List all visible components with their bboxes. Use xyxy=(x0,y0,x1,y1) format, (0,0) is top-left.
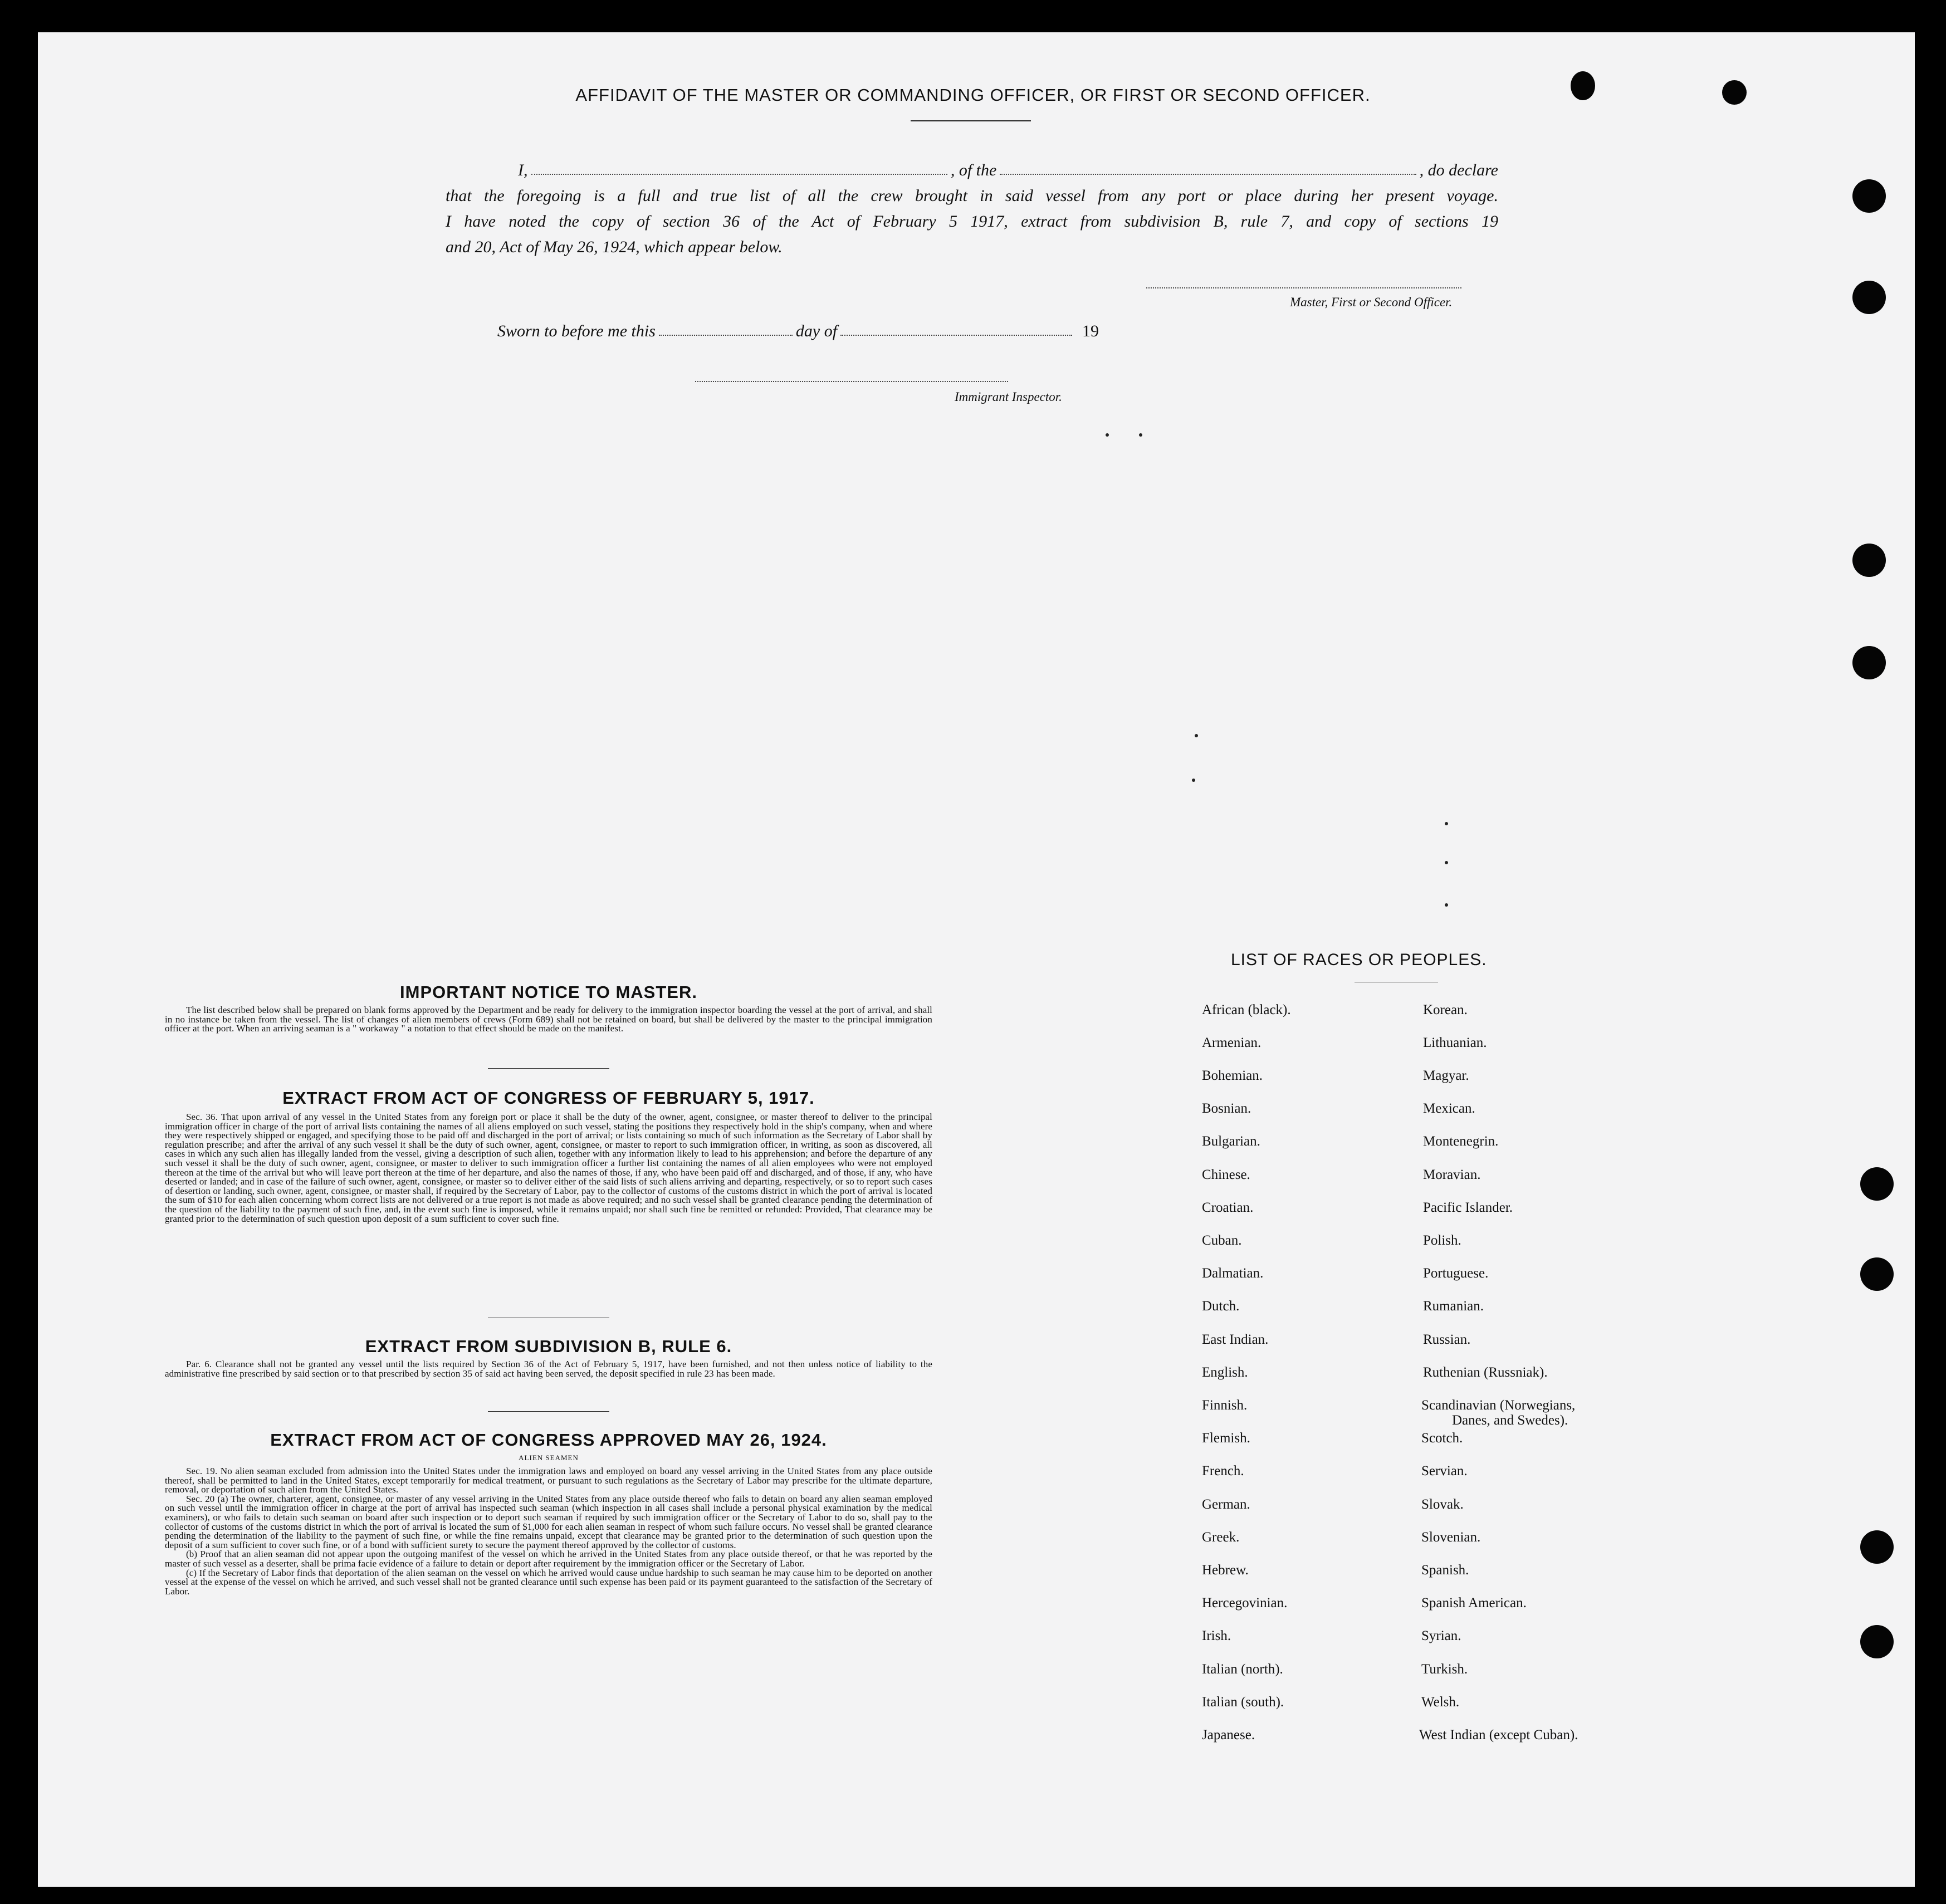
race-item: Scotch. xyxy=(1421,1431,1463,1446)
race-item: Russian. xyxy=(1423,1332,1471,1347)
scan-speck xyxy=(1445,903,1448,907)
declarant-mid: , of the xyxy=(950,161,997,179)
race-item: Chinese. xyxy=(1202,1167,1250,1182)
race-item: Hebrew. xyxy=(1202,1563,1249,1578)
race-item: West Indian (except Cuban). xyxy=(1419,1727,1578,1743)
punch-hole xyxy=(1852,179,1886,213)
race-item: Hercegovinian. xyxy=(1202,1595,1288,1611)
declarant-end: , do declare xyxy=(1419,161,1498,179)
officer-signature-label: Master, First or Second Officer. xyxy=(1290,295,1453,309)
race-item: Mexican. xyxy=(1423,1101,1475,1116)
extract-1917-section xyxy=(165,1088,932,1223)
divider xyxy=(488,1411,609,1412)
punch-hole xyxy=(1860,1257,1894,1291)
extract-1924-section xyxy=(165,1430,932,1596)
alien-seamen-subhead: ALIEN SEAMEN xyxy=(519,1453,579,1462)
race-item: Spanish. xyxy=(1421,1563,1469,1578)
affidavit-line2: that the foregoing is a full and true list of all the crew brought in said vessel from any port or place during her present voyage. xyxy=(446,187,1498,205)
race-item: Moravian. xyxy=(1423,1167,1481,1182)
affidavit-line4: and 20, Act of May 26, 1924, which appear below. xyxy=(446,238,783,256)
scan-speck xyxy=(1195,734,1198,737)
notice-body xyxy=(165,1006,932,1034)
race-item: Greek. xyxy=(1202,1530,1240,1545)
sec-20c-text: (c) If the Secretary of Labor finds that deportation of the alien seaman on the vessel on which he arrived would cause undue hardship to such seaman he may cause him to be deported on another vessel at the expense of the vessel on which he arrived, and such vessel shall not be granted clearance until such expense has been paid or its payment guaranteed to the satisfaction of the Secretary of Labor. xyxy=(165,1567,932,1597)
vessel-name-blank[interactable] xyxy=(1000,166,1416,175)
section-36-text: Sec. 36. That upon arrival of any vessel in the United States from any foreign port or place it shall be the duty of the owner, agent, consignee, or master thereof to deliver to the principal immigration officer in charge of the port of arrival lists containing the names of all aliens employed on such vessel, stating the positions they respectively hold in the ship's company, when and where they were respectively shipped or engaged, and specifying those to be paid off and discharged in the port of arrival; or lists containing so much of such information as the Secretary of Labor shall by regulation prescribe; and after the arrival of any such vessel it shall be the duty of such owner, agent, consignee, or master to report to such immigration officer, in writing, as soon as discovered, all cases in which any such alien has illegally landed from the vessel, giving a description of such alien, together with any information likely to lead to his apprehension; and before the departure of any such vessel it shall be the duty of such owner, agent, consignee, or master to deliver to such immigration officer a further list containing the names of all alien employees who were not employed thereon at the time of the arrival but who will leave port thereon at the time of her departure, and also the names of those, if any, who have been paid off and discharged, and of those, if any, who have deserted or landed; and in case of the failure of such owner, agent, consignee, or master so to deliver either of the said lists of such aliens arriving and departing, respectively, or so to report such cases of desertion or landing, such owner, agent, consignee, or master shall, if required by the Secretary of Labor, pay to the collector of customs of the customs district in which the port of arrival is located the sum of $10 for each alien concerning whom correct lists are not delivered or a true report is not made as above required; and no such vessel shall be granted clearance pending the determination of the question of the liability to the payment of such fine, and, in the event such fine is imposed, while it remains unpaid; nor shall such fine be remitted or refunded: Provided, That clearance may be granted prior to the determination of such question upon deposit of a sum sufficient to cover such fine. xyxy=(165,1112,932,1224)
race-item-continuation: Danes, and Swedes). xyxy=(1452,1413,1568,1428)
declarant-lead: I, xyxy=(518,161,528,179)
officer-signature-line[interactable] xyxy=(1146,287,1461,288)
scan-speck xyxy=(1106,433,1109,437)
race-item: Spanish American. xyxy=(1421,1595,1527,1611)
races-title: LIST OF RACES OR PEOPLES. xyxy=(1231,951,1487,969)
rule6-body xyxy=(165,1360,932,1378)
race-item: Rumanian. xyxy=(1423,1299,1484,1314)
race-item: Cuban. xyxy=(1202,1233,1242,1248)
sworn-lead: Sworn to before me this xyxy=(497,322,656,340)
race-item: African (black). xyxy=(1202,1002,1291,1017)
race-item: Ruthenian (Russniak). xyxy=(1423,1365,1548,1380)
punch-hole xyxy=(1852,544,1886,577)
declarant-name-blank[interactable] xyxy=(531,166,947,175)
race-item: Montenegrin. xyxy=(1423,1134,1499,1149)
race-item: Flemish. xyxy=(1202,1431,1250,1446)
scan-speck xyxy=(1192,779,1195,782)
race-item: Bohemian. xyxy=(1202,1068,1263,1083)
rule6-section xyxy=(165,1337,932,1378)
punch-hole xyxy=(1852,646,1886,679)
sworn-line xyxy=(497,322,1099,341)
sec-20b-text: (b) Proof that an alien seaman did not appear upon the outgoing manifest of the vessel on which he arrived in the United States from any place outside thereof, or that he was reported by the master of such vessel as a deserter, shall be prima facie evidence of a failure to detain or deport after requirement by the immigration officer or the Secretary of Labor. xyxy=(165,1549,932,1569)
race-item: Servian. xyxy=(1421,1464,1468,1479)
race-item: East Indian. xyxy=(1202,1332,1269,1347)
sworn-day-blank[interactable] xyxy=(659,327,793,336)
race-item: Armenian. xyxy=(1202,1035,1262,1050)
punch-hole xyxy=(1852,281,1886,314)
sec-19-text: Sec. 19. No alien seaman excluded from admission into the United States under the immigration laws and employed on board any vessel arriving in the United States from any place outside thereof, shall be permitted to land in the United States, except temporarily for medical treatment, or pursuant to such regulations as the Secretary of Labor may prescribe for the ultimate departure, removal, or deportation of such alien from the United States. xyxy=(165,1466,932,1495)
race-item: Welsh. xyxy=(1421,1695,1460,1710)
race-item: English. xyxy=(1202,1365,1248,1380)
scan-speck xyxy=(1139,433,1142,437)
declarant-line xyxy=(446,158,1498,183)
rule6-title: EXTRACT FROM SUBDIVISION B, RULE 6. xyxy=(365,1337,732,1356)
affidavit-line3: I have noted the copy of section 36 of the Act of February 5 1917, extract from subdivision B, rule 7, and copy of sections 19 xyxy=(446,212,1498,231)
race-item: Korean. xyxy=(1423,1002,1468,1017)
race-item: Bosnian. xyxy=(1202,1101,1251,1116)
extract-1924-title: EXTRACT FROM ACT OF CONGRESS APPROVED MAY 26, 1924. xyxy=(270,1430,827,1450)
punch-hole xyxy=(1860,1625,1894,1658)
race-item: Portuguese. xyxy=(1423,1266,1489,1281)
race-item: Italian (north). xyxy=(1202,1662,1283,1677)
divider xyxy=(488,1068,609,1069)
sec-20a-text: Sec. 20 (a) The owner, charterer, agent, consignee, or master of any vessel arriving in the United States from any place outside thereof who fails to detain on board any alien seaman employed on such vessel until the immigration officer in charge at the port of arrival has inspected such seaman (which inspection in all cases shall include a personal physical examination by the medical examiners), or who fails to detain such seaman on board after such inspection or to deport such seaman if required by such immigration officer or the Secretary of Labor to do so, shall pay to the collector of customs of the customs district in which the port of arrival is located the sum of $1,000 for each alien seaman in respect of whom such failure occurs. No vessel shall be granted clearance pending the determination of the liability to the payment of such fine, or while the fine remains unpaid, except that clearance may be granted prior to the determination of such question upon the deposit of a sum sufficient to cover such fine, or of a bond with sufficient surety to secure the payment thereof approved by the collector of customs. xyxy=(165,1493,932,1550)
race-item: Dutch. xyxy=(1202,1299,1240,1314)
punch-hole xyxy=(1860,1167,1894,1201)
notice-title: IMPORTANT NOTICE TO MASTER. xyxy=(400,982,697,1002)
race-item: German. xyxy=(1202,1497,1250,1512)
notice-text: The list described below shall be prepared on blank forms approved by the Department and be ready for delivery to the immigration inspector boarding the vessel at the port of arrival, and shall in no instance be taken from the vessel. The list of changes of alien members of crews (Form 689) shall not be retained on board, but shall be delivered by the master to the principal immigration officer at the port. When an arriving seaman is a " workaway " a notation to that effect should be made on the manifest. xyxy=(165,1005,932,1034)
race-item: Bulgarian. xyxy=(1202,1134,1260,1149)
race-item: Japanese. xyxy=(1202,1727,1255,1743)
race-item: Turkish. xyxy=(1421,1662,1468,1677)
race-item: Dalmatian. xyxy=(1202,1266,1264,1281)
inspector-label: Immigrant Inspector. xyxy=(955,390,1062,404)
inspector-signature-line[interactable] xyxy=(695,381,1008,382)
extract-1917-title: EXTRACT FROM ACT OF CONGRESS OF FEBRUARY 5, 1917. xyxy=(282,1088,815,1108)
race-item: Scandinavian (Norwegians, xyxy=(1421,1398,1576,1413)
race-item: Irish. xyxy=(1202,1628,1231,1643)
race-item: Croatian. xyxy=(1202,1200,1254,1215)
race-item: Polish. xyxy=(1423,1233,1461,1248)
race-item: Magyar. xyxy=(1423,1068,1469,1083)
sworn-mid: day of xyxy=(795,322,838,340)
scan-speck xyxy=(1445,822,1448,825)
affidavit-title: AFFIDAVIT OF THE MASTER OR COMMANDING OFFICER, OR FIRST OR SECOND OFFICER. xyxy=(575,85,1371,105)
sworn-month-blank[interactable] xyxy=(840,327,1072,336)
race-item: Finnish. xyxy=(1202,1398,1248,1413)
race-item: Lithuanian. xyxy=(1423,1035,1487,1050)
notice-section xyxy=(165,982,932,1034)
extract-1917-body xyxy=(165,1113,932,1223)
title-rule xyxy=(911,120,1031,121)
race-item: Slovak. xyxy=(1421,1497,1464,1512)
par-6-text: Par. 6. Clearance shall not be granted any vessel until the lists required by Section 36 of the Act of February 5, 1917, have been furnished, and not then unless notice of liability to the administrative fine prescribed by said section or to that prescribed by section 35 of said act having been served, the deposit specified in rule 23 has been made. xyxy=(165,1359,932,1379)
race-item: French. xyxy=(1202,1464,1244,1479)
affidavit-body xyxy=(446,158,1498,260)
punch-hole xyxy=(1860,1530,1894,1564)
sworn-year: 19 xyxy=(1082,322,1099,340)
scan-speck xyxy=(1445,861,1448,864)
extract-1924-body xyxy=(165,1467,932,1596)
race-item: Slovenian. xyxy=(1421,1530,1481,1545)
race-item: Syrian. xyxy=(1421,1628,1461,1643)
race-item: Pacific Islander. xyxy=(1423,1200,1513,1215)
race-item: Italian (south). xyxy=(1202,1695,1284,1710)
